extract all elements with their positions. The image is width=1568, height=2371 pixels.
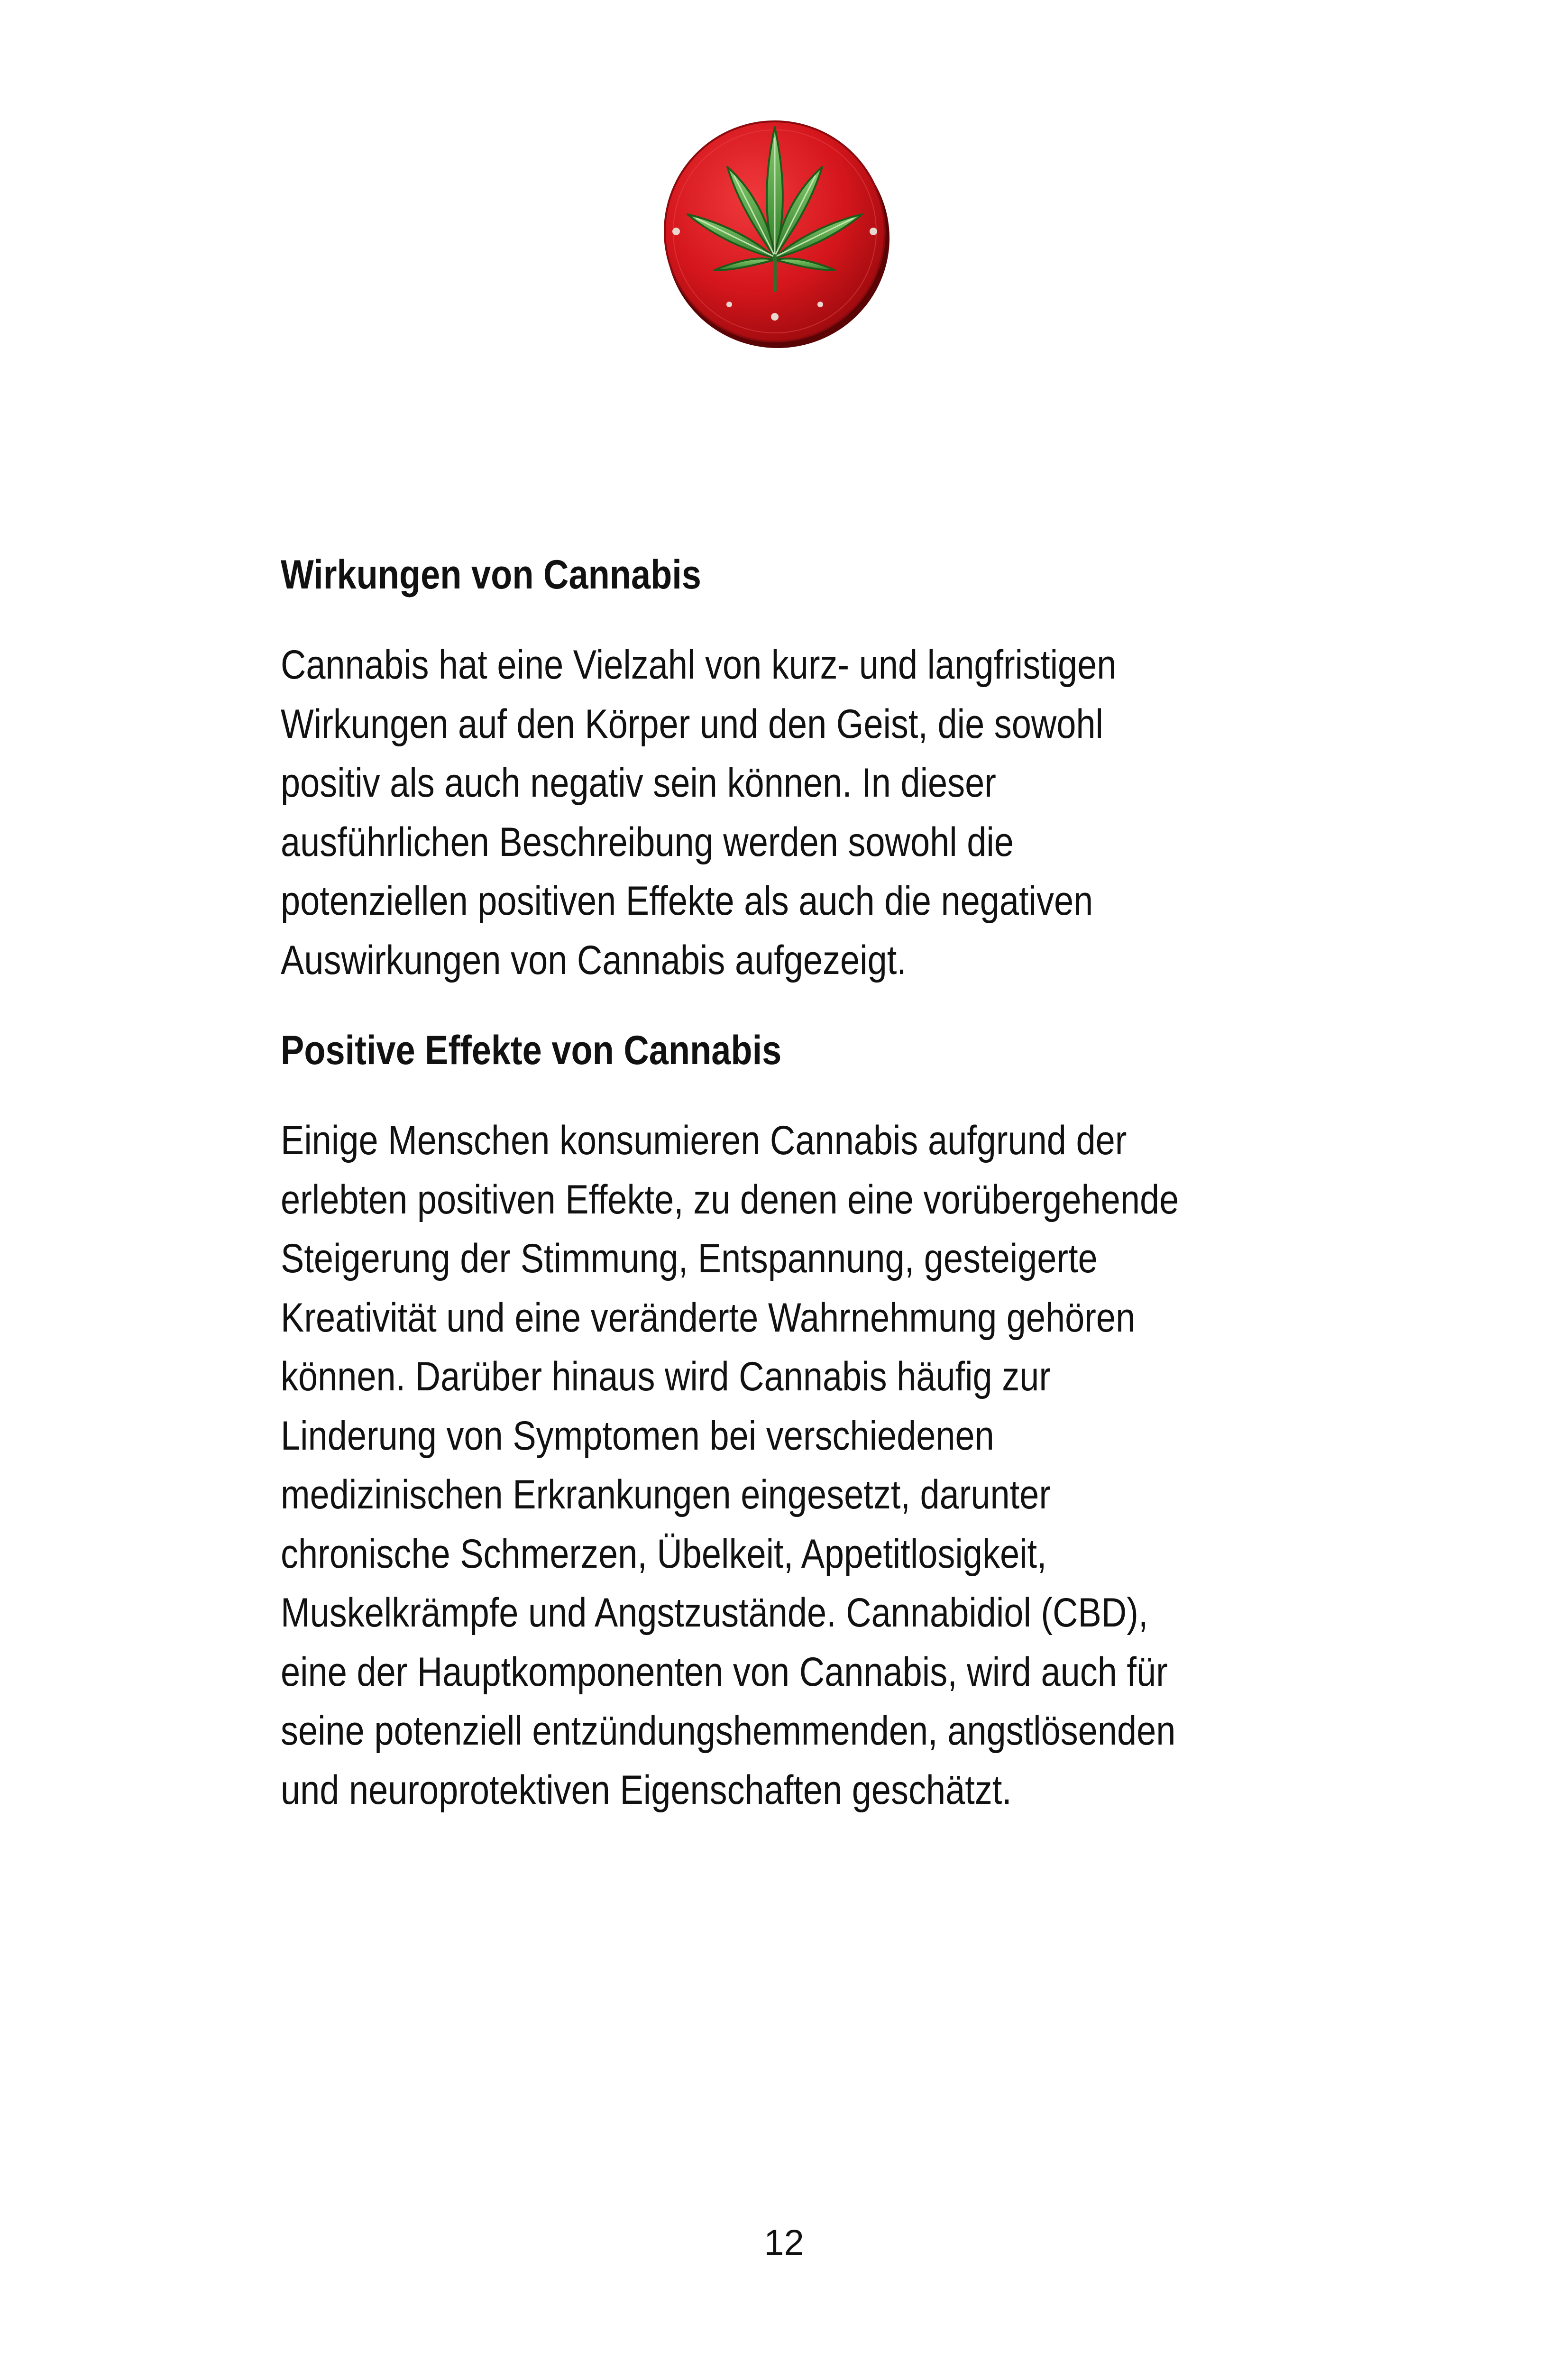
text-line: Muskelkrämpfe und Angstzustände. Cannabidiol (CBD), (281, 1590, 1148, 1636)
text-line: medizinischen Erkrankungen eingesetzt, darunter (281, 1472, 1051, 1517)
logo-badge (658, 114, 895, 351)
text-line: Cannabis hat eine Vielzahl von kurz- und langfristigen (281, 642, 1117, 688)
text-line: Linderung von Symptomen bei verschiedenen (281, 1413, 994, 1459)
text-line: ausführlichen Beschreibung werden sowohl die (281, 819, 1014, 865)
section-effects (281, 545, 1314, 990)
paragraph (281, 1111, 1179, 1820)
text-line: und neuroprotektiven Eigenschaften geschätzt. (281, 1767, 1012, 1813)
text-line: Einige Menschen konsumieren Cannabis aufgrund der (281, 1118, 1127, 1163)
cannabis-leaf-icon (658, 114, 895, 351)
page-number: 12 (764, 2223, 804, 2263)
text-line: Kreativität und eine veränderte Wahrnehmung gehören (281, 1295, 1136, 1341)
section-heading: Wirkungen von Cannabis (281, 552, 701, 597)
page-content (281, 545, 1314, 1851)
text-line: eine der Hauptkomponenten von Cannabis, wird auch für (281, 1649, 1168, 1695)
text-line: können. Darüber hinaus wird Cannabis häufig zur (281, 1354, 1051, 1399)
text-line: positiv als auch negativ sein können. In dieser (281, 760, 996, 806)
text-line: seine potenziell entzündungshemmenden, angstlösenden (281, 1708, 1176, 1754)
text-line: Wirkungen auf den Körper und den Geist, die sowohl (281, 701, 1103, 747)
text-line: erlebten positiven Effekte, zu denen eine vorübergehende (281, 1176, 1179, 1222)
text-line: Steigerung der Stimmung, Entspannung, gesteigerte (281, 1236, 1098, 1281)
section-positive-effects (281, 1021, 1314, 1820)
section-heading: Positive Effekte von Cannabis (281, 1028, 782, 1073)
text-line: potenziellen positiven Effekte als auch die negativen (281, 878, 1093, 924)
text-line: chronische Schmerzen, Übelkeit, Appetitlosigkeit, (281, 1531, 1047, 1577)
text-line: Auswirkungen von Cannabis aufgezeigt. (281, 937, 907, 983)
paragraph (281, 635, 1170, 990)
